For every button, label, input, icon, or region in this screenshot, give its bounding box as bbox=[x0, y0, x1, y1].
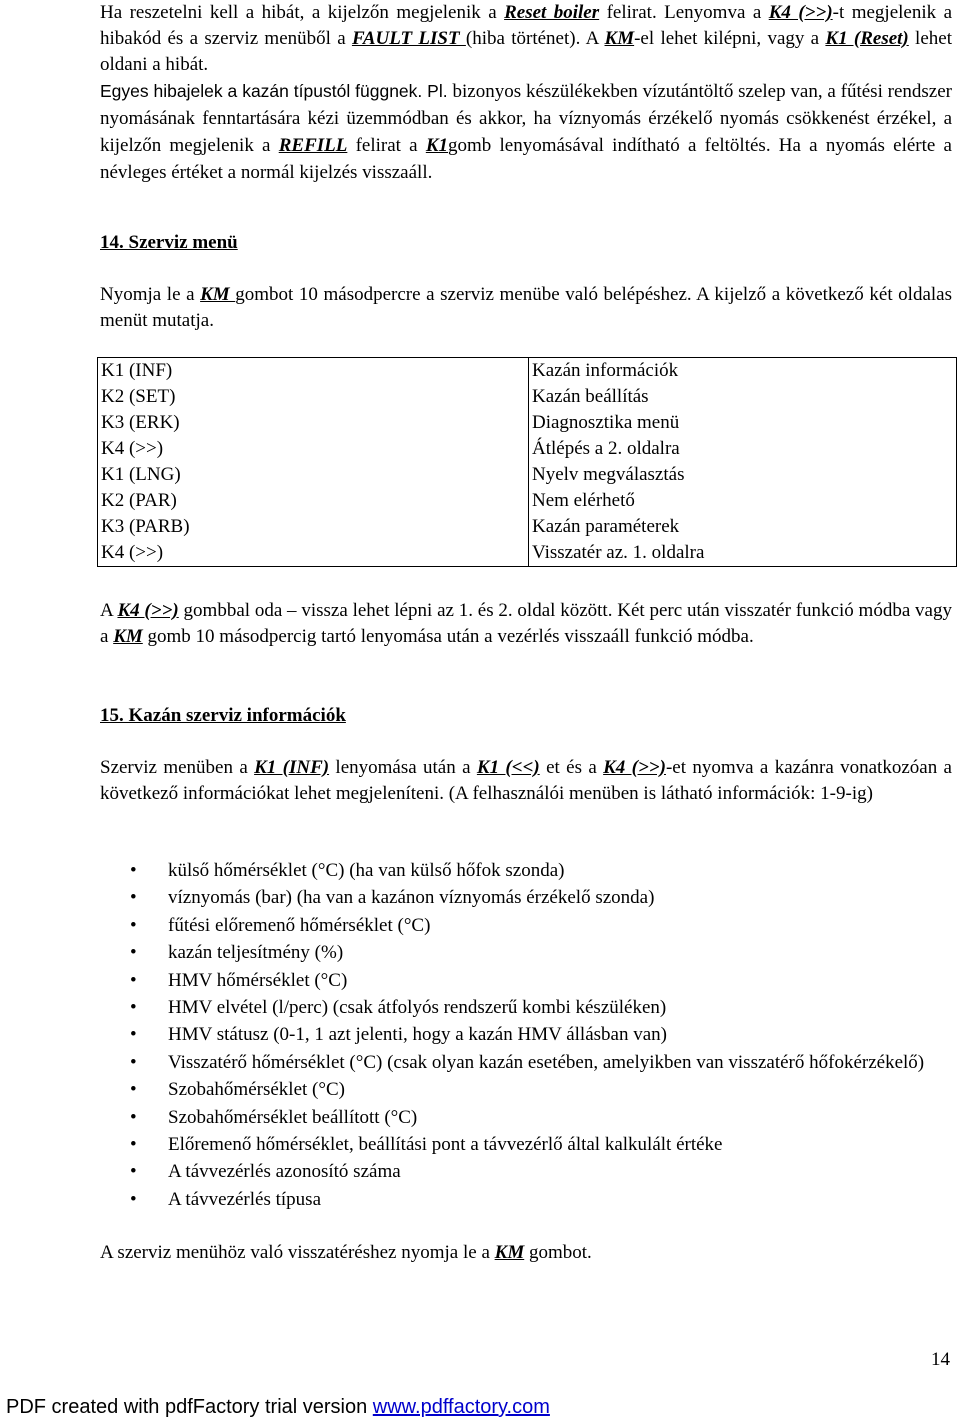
k4-label: K4 (>>) bbox=[603, 757, 666, 778]
list-item bbox=[130, 1077, 952, 1103]
list-item bbox=[130, 1159, 952, 1185]
pdf-footer bbox=[6, 1396, 550, 1419]
text: Nyomja le a bbox=[100, 284, 201, 305]
k1-reset-label: K1 (Reset) bbox=[825, 28, 909, 49]
menu-row bbox=[98, 462, 957, 488]
menu-row bbox=[98, 410, 957, 436]
text: felirat. Lenyomva a bbox=[599, 2, 769, 23]
list-item-text: A távvezérlés azonosító száma bbox=[168, 1161, 401, 1183]
text: gombbal oda – vissza lehet lépni az 1. és 2. oldal között. Két perc után visszatér funkció módba vagy a bbox=[100, 600, 952, 647]
text: lehet oldani a hibát. bbox=[100, 28, 952, 75]
list-item-text: külső hőmérséklet (°C) (ha van külső hőfok szonda) bbox=[168, 860, 565, 881]
text: gombot. bbox=[524, 1242, 592, 1263]
text: Ha reszetelni kell a hibát, a kijelzőn megjelenik a bbox=[100, 2, 505, 23]
section-heading-15: 15. Kazán szerviz információk bbox=[100, 705, 346, 726]
text: -et nyomva a kazánra vonatkozóan a következő információkat lehet megjeleníteni. (A felhasználói menüben is látható információk: 1-9-ig) bbox=[100, 757, 952, 804]
navigation-paragraph bbox=[100, 598, 952, 650]
list-item-text: kazán teljesítmény (%) bbox=[168, 942, 344, 964]
list-item-text: Szobahőmérséklet beállított (°C) bbox=[168, 1106, 418, 1128]
text: gomb lenyomásával indítható a feltöltés. Ha a nyomás elérte a névleges értéket a normál kijelzés visszaáll. bbox=[100, 135, 952, 183]
list-item-text: Előremenő hőmérséklet, beállítási pont a távvezérlő által kalkulált értéke bbox=[168, 1133, 723, 1155]
km-label: KM bbox=[200, 284, 236, 305]
bullet-icon: • bbox=[130, 914, 137, 936]
text: A szerviz menühöz való visszatéréshez nyomja le a bbox=[100, 1242, 495, 1263]
menu-row bbox=[98, 488, 957, 514]
menu-description: Nyelv megválasztás bbox=[529, 462, 957, 488]
menu-row bbox=[98, 540, 957, 567]
list-item-text: fűtési előremenő hőmérséklet (°C) bbox=[168, 914, 431, 936]
menu-key: K1 (LNG) bbox=[98, 462, 529, 488]
text: felirat a bbox=[347, 135, 426, 156]
list-item bbox=[130, 1050, 952, 1076]
menu-description: Átlépés a 2. oldalra bbox=[529, 436, 957, 462]
page-number: 14 bbox=[931, 1349, 950, 1370]
menu-description: Nem elérhető bbox=[529, 488, 957, 514]
list-item-text: Visszatérő hőmérséklet (°C) (csak olyan kazán esetében, amelyikben van visszatérő hőfokérzékelő) bbox=[168, 1051, 925, 1073]
menu-key: K1 (INF) bbox=[98, 358, 529, 385]
bullet-icon: • bbox=[130, 860, 137, 881]
footer-text: PDF created with pdfFactory trial version bbox=[6, 1396, 373, 1418]
k1-inf-label: K1 (INF) bbox=[254, 757, 330, 778]
bullet-icon: • bbox=[130, 942, 137, 964]
list-item bbox=[130, 913, 952, 939]
list-item bbox=[130, 1187, 952, 1213]
return-paragraph bbox=[100, 1240, 592, 1266]
menu-description: Kazán beállítás bbox=[529, 384, 957, 410]
bullet-icon: • bbox=[130, 996, 137, 1018]
bullet-icon: • bbox=[130, 1051, 137, 1073]
text: Egyes hibajelek a kazán típustól függnek. Pl. bbox=[100, 81, 453, 101]
service-menu-table bbox=[97, 357, 957, 567]
menu-row bbox=[98, 436, 957, 462]
list-item-text: víznyomás (bar) (ha van a kazánon víznyomás érzékelő szonda) bbox=[168, 887, 655, 909]
bullet-icon: • bbox=[130, 1106, 137, 1128]
list-item bbox=[130, 940, 952, 966]
list-item-text: HMV elvétel (l/perc) (csak átfolyós rendszerű kombi készüléken) bbox=[168, 996, 667, 1018]
menu-description: Visszatér az. 1. oldalra bbox=[529, 540, 957, 567]
k4-label: K4 (>>) bbox=[768, 2, 833, 23]
bullet-icon: • bbox=[130, 887, 137, 909]
service-menu-paragraph bbox=[100, 282, 952, 334]
list-item-text: A távvezérlés típusa bbox=[168, 1188, 322, 1210]
menu-row bbox=[98, 384, 957, 410]
menu-description: Kazán paraméterek bbox=[529, 514, 957, 540]
bullet-icon: • bbox=[130, 1024, 137, 1046]
text: A bbox=[100, 600, 118, 621]
text: -t megjelenik a hibakód és a szerviz menüből a bbox=[100, 2, 952, 49]
section-heading-14: 14. Szerviz menü bbox=[100, 232, 238, 253]
menu-row bbox=[98, 514, 957, 540]
text: lenyomása után a bbox=[329, 757, 477, 778]
text: -el lehet kilépni, vagy a bbox=[634, 28, 826, 49]
fault-list-label: FAULT LIST bbox=[351, 28, 466, 49]
km-label: KM bbox=[494, 1242, 525, 1263]
menu-key: K3 (ERK) bbox=[98, 410, 529, 436]
refill-label: REFILL bbox=[278, 135, 348, 156]
bullet-icon: • bbox=[130, 969, 137, 991]
footer-link[interactable]: www.pdffactory.com bbox=[372, 1396, 550, 1418]
text: bizonyos készülékekben vízutántöltő szelep van, a fűtési rendszer nyomásának fenntartására kézi üzemmódban és akkor, ha víznyomás érzékelő nyomás csökkenést érzékel, a kijelzőn megjelenik a bbox=[100, 81, 952, 156]
menu-key: K2 (PAR) bbox=[98, 488, 529, 514]
service-info-paragraph bbox=[100, 755, 952, 807]
bullet-icon: • bbox=[130, 1161, 137, 1183]
list-item bbox=[130, 1105, 952, 1131]
menu-key: K4 (>>) bbox=[98, 540, 529, 567]
list-item bbox=[130, 885, 952, 911]
km-label: KM bbox=[113, 626, 143, 647]
k4-label: K4 (>>) bbox=[117, 600, 179, 621]
list-item bbox=[130, 968, 952, 994]
km-label: KM bbox=[604, 28, 635, 49]
k1-back-label: K1 (<<) bbox=[476, 757, 540, 778]
intro-paragraph bbox=[100, 0, 952, 187]
list-item-text: HMV hőmérséklet (°C) bbox=[168, 969, 348, 991]
menu-row bbox=[98, 358, 957, 385]
text: gombot 10 másodpercre a szerviz menübe való belépéshez. A kijelző a következő két oldalas menüt mutatja. bbox=[100, 284, 952, 331]
list-item bbox=[130, 1022, 952, 1048]
list-item bbox=[130, 1132, 952, 1158]
menu-description: Diagnosztika menü bbox=[529, 410, 957, 436]
menu-key: K2 (SET) bbox=[98, 384, 529, 410]
list-item-text: HMV státusz (0-1, 1 azt jelenti, hogy a kazán HMV állásban van) bbox=[168, 1024, 667, 1046]
info-list bbox=[130, 858, 952, 1214]
list-item-text: Szobahőmérséklet (°C) bbox=[168, 1079, 345, 1101]
bullet-icon: • bbox=[130, 1079, 137, 1101]
menu-description: Kazán információk bbox=[529, 358, 957, 385]
reset-boiler-label: Reset boiler bbox=[504, 2, 600, 23]
list-item bbox=[130, 995, 952, 1021]
text: (hiba történet). A bbox=[465, 28, 605, 49]
text: et és a bbox=[539, 757, 604, 778]
bullet-icon: • bbox=[130, 1188, 137, 1210]
k1-label: K1 bbox=[425, 135, 448, 156]
menu-key: K4 (>>) bbox=[98, 436, 529, 462]
menu-key: K3 (PARB) bbox=[98, 514, 529, 540]
list-item bbox=[130, 858, 952, 884]
text: Szerviz menüben a bbox=[100, 757, 255, 778]
text: gomb 10 másodpercig tartó lenyomása után a vezérlés visszaáll funkció módba. bbox=[142, 626, 754, 647]
bullet-icon: • bbox=[130, 1133, 137, 1155]
